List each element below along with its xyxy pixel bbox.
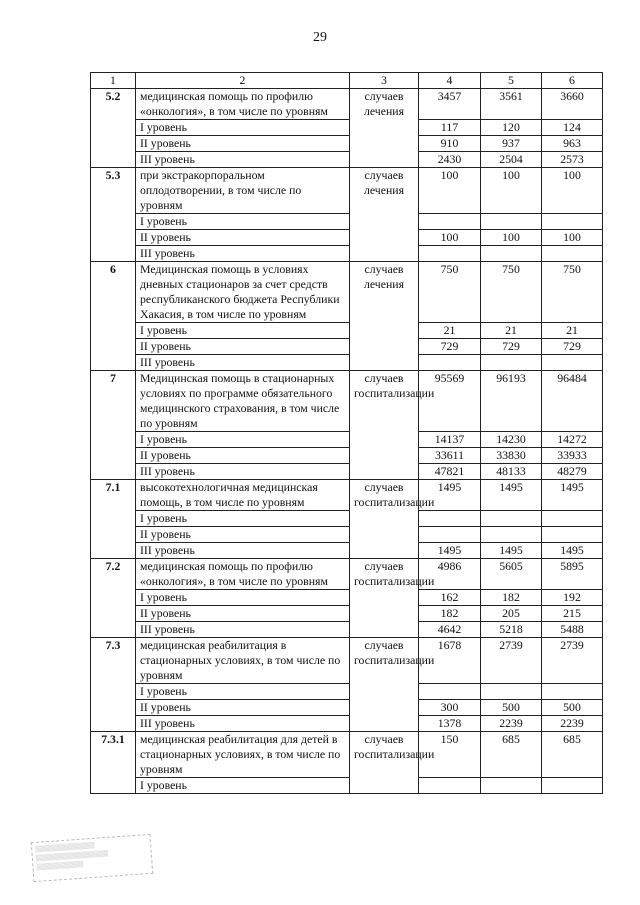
value-cell: 47821: [419, 464, 481, 480]
value-cell: 2504: [481, 152, 542, 168]
level-row: [91, 339, 603, 355]
value-cell: 5488: [542, 622, 603, 638]
value-cell: [419, 214, 481, 230]
value-cell: 33933: [542, 448, 603, 464]
value-cell: 3561: [481, 89, 542, 120]
level-row: [91, 464, 603, 480]
level-label: I уровень: [136, 214, 350, 230]
value-cell: 2239: [481, 716, 542, 732]
header-row: [91, 73, 603, 89]
row-unit: случаев госпитализации: [350, 638, 419, 732]
value-cell: 117: [419, 120, 481, 136]
value-cell: 192: [542, 590, 603, 606]
row-unit: случаев лечения: [350, 89, 419, 168]
value-cell: 729: [419, 339, 481, 355]
value-cell: 3660: [542, 89, 603, 120]
row-name: медицинская помощь по профилю «онкология», в том числе по уровням: [136, 559, 350, 590]
row-unit: случаев госпитализации: [350, 559, 419, 638]
table-row: [91, 638, 603, 684]
value-cell: [419, 684, 481, 700]
table-row: [91, 371, 603, 432]
value-cell: 750: [542, 262, 603, 323]
row-unit: случаев госпитализации: [350, 371, 419, 480]
row-code: 5.3: [91, 168, 136, 262]
level-row: [91, 214, 603, 230]
value-cell: 2239: [542, 716, 603, 732]
level-row: [91, 355, 603, 371]
value-cell: 2573: [542, 152, 603, 168]
level-label: III уровень: [136, 246, 350, 262]
value-cell: 4986: [419, 559, 481, 590]
value-cell: 48133: [481, 464, 542, 480]
value-cell: 150: [419, 732, 481, 778]
value-cell: 685: [481, 732, 542, 778]
value-cell: 750: [419, 262, 481, 323]
value-cell: 2430: [419, 152, 481, 168]
value-cell: [542, 527, 603, 543]
value-cell: 100: [419, 168, 481, 214]
level-label: II уровень: [136, 448, 350, 464]
row-unit: случаев госпитализации: [350, 732, 419, 794]
value-cell: 21: [542, 323, 603, 339]
row-code: 7: [91, 371, 136, 480]
value-cell: 500: [481, 700, 542, 716]
value-cell: 3457: [419, 89, 481, 120]
level-label: III уровень: [136, 622, 350, 638]
level-label: II уровень: [136, 230, 350, 246]
value-cell: [481, 527, 542, 543]
value-cell: 4642: [419, 622, 481, 638]
level-row: [91, 448, 603, 464]
level-row: [91, 246, 603, 262]
row-name: медицинская помощь по профилю «онкология», в том числе по уровням: [136, 89, 350, 120]
value-cell: 100: [481, 168, 542, 214]
value-cell: 124: [542, 120, 603, 136]
value-cell: 1495: [542, 543, 603, 559]
level-label: II уровень: [136, 606, 350, 622]
value-cell: 2739: [481, 638, 542, 684]
row-code: 6: [91, 262, 136, 371]
header-cell: 4: [419, 73, 481, 89]
level-label: I уровень: [136, 590, 350, 606]
value-cell: [542, 778, 603, 794]
table-body: [91, 73, 603, 794]
level-row: [91, 606, 603, 622]
row-unit: случаев госпитализации: [350, 480, 419, 559]
stamp-mark: ▒▒▒▒▒▒▒▒▒▒▒▒▒▒ ▒▒▒▒▒▒▒▒▒▒▒▒▒▒▒▒▒ ▒▒▒▒▒▒▒▒▒▒▒: [31, 834, 153, 882]
value-cell: [419, 355, 481, 371]
level-row: [91, 527, 603, 543]
level-label: III уровень: [136, 152, 350, 168]
level-row: [91, 622, 603, 638]
value-cell: 937: [481, 136, 542, 152]
page-number: 29: [313, 30, 327, 45]
value-cell: 1378: [419, 716, 481, 732]
value-cell: 2739: [542, 638, 603, 684]
value-cell: 14137: [419, 432, 481, 448]
value-cell: 910: [419, 136, 481, 152]
value-cell: 120: [481, 120, 542, 136]
value-cell: 100: [542, 230, 603, 246]
value-cell: [542, 246, 603, 262]
value-cell: 1495: [481, 480, 542, 511]
value-cell: 300: [419, 700, 481, 716]
row-code: 7.3.1: [91, 732, 136, 794]
value-cell: [419, 511, 481, 527]
value-cell: [542, 511, 603, 527]
row-name: высокотехнологичная медицинская помощь, в том числе по уровням: [136, 480, 350, 511]
value-cell: 1495: [481, 543, 542, 559]
value-cell: 5895: [542, 559, 603, 590]
value-cell: 21: [481, 323, 542, 339]
row-name: Медицинская помощь в стационарных условиях по программе обязательного медицинского страхования, в том числе по уровням: [136, 371, 350, 432]
value-cell: 100: [542, 168, 603, 214]
value-cell: 14230: [481, 432, 542, 448]
level-label: I уровень: [136, 511, 350, 527]
value-cell: 48279: [542, 464, 603, 480]
value-cell: [481, 511, 542, 527]
value-cell: 182: [419, 606, 481, 622]
value-cell: [419, 527, 481, 543]
table-row: [91, 732, 603, 778]
level-row: [91, 590, 603, 606]
value-cell: 5218: [481, 622, 542, 638]
table-row: [91, 480, 603, 511]
level-row: [91, 152, 603, 168]
row-code: 5.2: [91, 89, 136, 168]
value-cell: 96484: [542, 371, 603, 432]
level-label: II уровень: [136, 136, 350, 152]
header-cell: 1: [91, 73, 136, 89]
level-label: II уровень: [136, 339, 350, 355]
value-cell: [481, 214, 542, 230]
level-row: [91, 684, 603, 700]
value-cell: 162: [419, 590, 481, 606]
level-label: III уровень: [136, 716, 350, 732]
level-row: [91, 700, 603, 716]
header-cell: 3: [350, 73, 419, 89]
table-row: [91, 262, 603, 323]
level-label: I уровень: [136, 120, 350, 136]
value-cell: [481, 355, 542, 371]
level-row: [91, 230, 603, 246]
level-row: [91, 716, 603, 732]
value-cell: 205: [481, 606, 542, 622]
table-row: [91, 168, 603, 214]
value-cell: [481, 246, 542, 262]
row-code: 7.1: [91, 480, 136, 559]
level-label: III уровень: [136, 464, 350, 480]
row-code: 7.2: [91, 559, 136, 638]
value-cell: 500: [542, 700, 603, 716]
value-cell: [481, 778, 542, 794]
value-cell: 96193: [481, 371, 542, 432]
value-cell: 1495: [419, 480, 481, 511]
value-cell: [481, 684, 542, 700]
level-row: [91, 511, 603, 527]
value-cell: 1495: [419, 543, 481, 559]
row-name: Медицинская помощь в условиях дневных стационаров за счет средств республиканского бюджета Республики Хакасия, в том числе по уровням: [136, 262, 350, 323]
row-name: медицинская реабилитация для детей в стационарных условиях, в том числе по уровням: [136, 732, 350, 778]
table-row: [91, 559, 603, 590]
value-cell: 33611: [419, 448, 481, 464]
level-row: [91, 323, 603, 339]
value-cell: 215: [542, 606, 603, 622]
level-label: I уровень: [136, 323, 350, 339]
value-cell: 1678: [419, 638, 481, 684]
level-label: I уровень: [136, 778, 350, 794]
level-label: III уровень: [136, 355, 350, 371]
value-cell: 729: [542, 339, 603, 355]
row-unit: случаев лечения: [350, 262, 419, 371]
row-name: при экстракорпоральном оплодотворении, в том числе по уровням: [136, 168, 350, 214]
row-code: 7.3: [91, 638, 136, 732]
row-name: медицинская реабилитация в стационарных условиях, в том числе по уровням: [136, 638, 350, 684]
value-cell: [542, 214, 603, 230]
value-cell: 95569: [419, 371, 481, 432]
row-unit: случаев лечения: [350, 168, 419, 262]
header-cell: 6: [542, 73, 603, 89]
header-cell: 5: [481, 73, 542, 89]
value-cell: 182: [481, 590, 542, 606]
table-row: [91, 89, 603, 120]
value-cell: 729: [481, 339, 542, 355]
level-label: I уровень: [136, 684, 350, 700]
level-row: [91, 432, 603, 448]
level-label: II уровень: [136, 700, 350, 716]
value-cell: 750: [481, 262, 542, 323]
header-cell: 2: [136, 73, 350, 89]
value-cell: 33830: [481, 448, 542, 464]
value-cell: 14272: [542, 432, 603, 448]
level-label: III уровень: [136, 543, 350, 559]
data-table: [90, 72, 603, 794]
value-cell: 5605: [481, 559, 542, 590]
value-cell: 1495: [542, 480, 603, 511]
value-cell: 100: [481, 230, 542, 246]
value-cell: [419, 778, 481, 794]
level-label: I уровень: [136, 432, 350, 448]
value-cell: 963: [542, 136, 603, 152]
level-row: [91, 120, 603, 136]
level-row: [91, 778, 603, 794]
value-cell: [419, 246, 481, 262]
value-cell: 100: [419, 230, 481, 246]
level-row: [91, 136, 603, 152]
value-cell: 685: [542, 732, 603, 778]
value-cell: 21: [419, 323, 481, 339]
value-cell: [542, 684, 603, 700]
level-label: II уровень: [136, 527, 350, 543]
level-row: [91, 543, 603, 559]
value-cell: [542, 355, 603, 371]
